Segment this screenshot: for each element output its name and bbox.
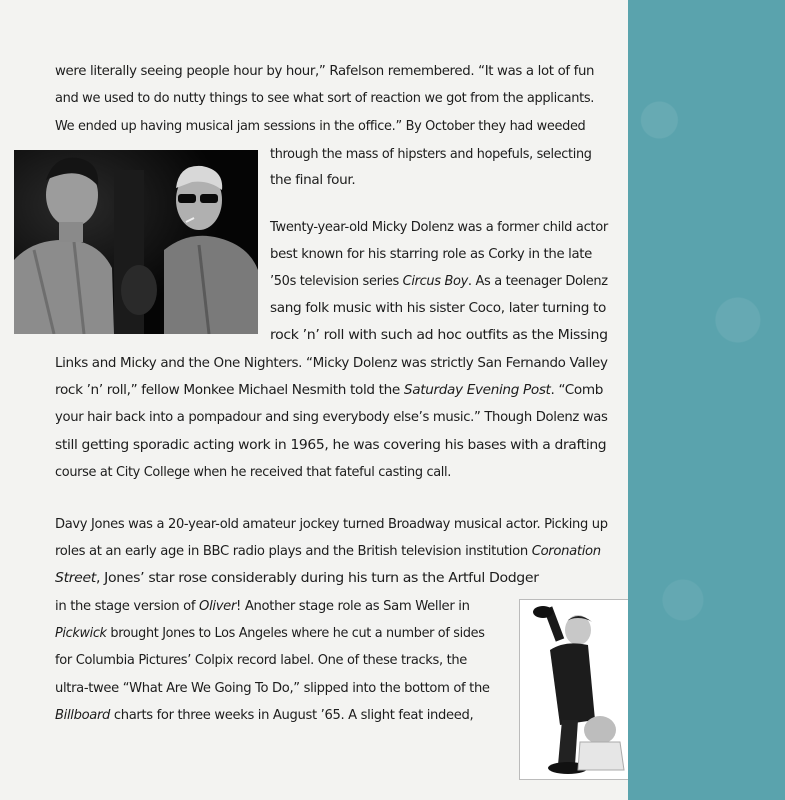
text-run: in the stage version of: [55, 598, 200, 614]
text-run: still getting sporadic acting work in 1965, he was covering his bases with a drafting: [55, 437, 607, 453]
text-line: [55, 652, 467, 669]
text-line: [55, 598, 470, 615]
text-run: Links and Micky and the One Nighters. “Micky Dolenz was strictly San Fernando Valley: [55, 355, 608, 371]
text-run: best known for his starring role as Corky in the late: [270, 246, 592, 262]
teal-sidebar: [628, 0, 785, 800]
text-run: brought Jones to Los Angeles where he cut a number of sides: [106, 625, 485, 641]
text-run: charts for three weeks in August ’65. A slight feat indeed,: [110, 707, 474, 723]
title-italic: Pickwick: [55, 625, 107, 641]
text-run: sang folk music with his sister Coco, later turning to: [270, 300, 607, 316]
text-run: . “Comb: [550, 382, 604, 398]
text-run: were literally seeing people hour by hour,” Rafelson remembered. “It was a lot of fun: [55, 63, 595, 79]
text-run: ! Another stage role as Sam Weller in: [236, 598, 470, 614]
text-line: [55, 464, 451, 481]
text-run: ultra-twee “What Are We Going To Do,” slipped into the bottom of the: [55, 680, 490, 696]
text-line: [55, 516, 608, 533]
text-line: [55, 437, 606, 454]
photo-two-men-illustration: [14, 150, 258, 334]
text-run: course at City College when he received that fateful casting call.: [55, 464, 452, 480]
text-line: [55, 382, 603, 399]
text-line: [55, 543, 601, 560]
text-run: the final four.: [270, 172, 356, 188]
text-line: [270, 246, 592, 263]
text-run: your hair back into a pompadour and sing everybody else’s music.” Though Dolenz was: [55, 409, 608, 425]
title-italic: Billboard: [55, 707, 111, 723]
text-run: and we used to do nutty things to see what sort of reaction we got from the applicants.: [55, 90, 595, 106]
text-line: [55, 355, 608, 372]
text-run: rock ’n’ roll with such ad hoc outfits as the Missing: [270, 327, 608, 343]
title-italic: Coronation: [531, 543, 601, 559]
text-run: rock ’n’ roll,” fellow Monkee Michael Nesmith told the: [55, 382, 404, 398]
text-run: Davy Jones was a 20-year-old amateur jockey turned Broadway musical actor. Picking up: [55, 516, 608, 532]
photo-two-men: [14, 150, 258, 334]
text-line: [55, 680, 490, 697]
title-italic: Street: [55, 570, 96, 586]
text-run: for Columbia Pictures’ Colpix record label. One of these tracks, the: [55, 652, 467, 668]
text-run: We ended up having musical jam sessions in the office.” By October they had weeded: [55, 118, 586, 134]
text-line: [55, 90, 594, 107]
title-italic: Circus Boy: [402, 273, 468, 289]
text-run: , Jones’ star rose considerably during his turn as the Artful Dodger: [95, 570, 539, 586]
text-line: [270, 146, 592, 163]
text-line: [270, 273, 608, 290]
text-run: Twenty-year-old Micky Dolenz was a former child actor: [270, 219, 608, 235]
text-line: [55, 625, 485, 642]
title-italic: Saturday Evening Post: [403, 382, 551, 398]
text-run: roles at an early age in BBC radio plays and the British television institution: [55, 543, 532, 559]
text-run: through the mass of hipsters and hopefuls, selecting: [270, 146, 592, 162]
text-run: ’50s television series: [270, 273, 403, 289]
text-run: . As a teenager Dolenz: [467, 273, 608, 289]
text-line: [270, 327, 608, 344]
text-line: [55, 409, 608, 426]
text-line: [55, 63, 594, 80]
text-line: [270, 172, 355, 189]
text-line: [55, 118, 585, 135]
text-line: [270, 300, 606, 317]
text-line: [270, 219, 608, 236]
text-line: [55, 707, 473, 724]
title-italic: Oliver: [199, 598, 237, 614]
text-line: [55, 570, 539, 587]
